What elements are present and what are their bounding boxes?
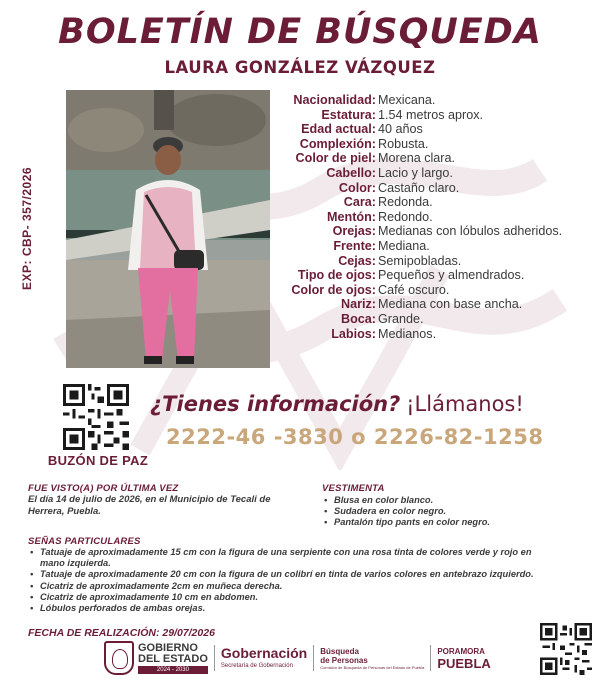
detail-value: Semipobladas. xyxy=(378,253,462,268)
footer-logos xyxy=(104,640,491,676)
detail-row xyxy=(276,122,600,137)
person-name: LAURA GONZÁLEZ VÁZQUEZ xyxy=(164,58,436,77)
detail-value: Castaño claro. xyxy=(378,180,460,195)
detail-row xyxy=(276,151,600,166)
photo-illustration xyxy=(66,90,270,368)
busqueda-personas-logo xyxy=(320,647,424,670)
detail-row xyxy=(276,239,600,254)
detail-label: Cara: xyxy=(343,195,376,210)
detail-label: Mentón: xyxy=(327,209,376,224)
last-seen-title: FUE VISTO(A) POR ÚLTIMA VEZ xyxy=(28,483,179,494)
detail-value: Mexicana. xyxy=(378,93,436,107)
list-item: • Sudadera en color negro. xyxy=(322,506,582,517)
bulletin-title: BOLETÍN DE BÚSQUEDA xyxy=(58,12,542,52)
detail-row xyxy=(276,166,600,181)
detail-row xyxy=(276,137,600,152)
last-seen-text: El día 14 de julio de 2026, en el Municipio de Tecali de Herrera, Puebla. xyxy=(28,494,271,517)
call-text: ¡Llámanos! xyxy=(406,392,524,416)
gobernacion-logo xyxy=(221,646,307,671)
logo-text: POR xyxy=(437,647,455,656)
creation-date: FECHA DE REALIZACIÓN: 29/07/2026 xyxy=(28,627,215,639)
detail-row xyxy=(276,297,600,312)
detail-value: Medianas con lóbulos adheridos. xyxy=(378,224,563,239)
list-item: • Pantalón tipo pants en color negro. xyxy=(322,517,582,528)
footer-qr-code[interactable] xyxy=(540,623,592,675)
detail-row xyxy=(276,268,600,283)
logo-text: A xyxy=(479,647,485,656)
detail-row xyxy=(276,210,600,225)
state-shield-icon xyxy=(104,641,134,675)
detail-value: Lacio y largo. xyxy=(378,165,453,180)
physical-description xyxy=(276,93,600,341)
logo-text: Comisión de Búsqueda de Personas del Estado de Puebla xyxy=(320,664,425,670)
divider xyxy=(430,645,431,671)
detail-value: Mediana con base ancha. xyxy=(378,297,523,312)
detail-value: Grande. xyxy=(378,311,424,326)
logo-text: Búsqueda xyxy=(320,646,359,656)
detail-value: Pequeños y almendrados. xyxy=(378,268,525,283)
detail-label: Edad actual: xyxy=(301,122,376,137)
list-item: • Cicatriz de aproximadamente 10 cm en abdomen. xyxy=(28,592,538,603)
logo-text: PUEBLA xyxy=(437,656,491,671)
detail-value: Medianos. xyxy=(378,326,437,341)
detail-value: 1.54 metros aprox. xyxy=(378,107,483,122)
list-item: • Cicatriz de aproximadamente 2cm en muñeca derecha. xyxy=(28,581,538,592)
detail-label: Cabello: xyxy=(326,165,376,180)
file-number: EXP: CBP- 357/2026 xyxy=(20,166,34,290)
detail-label: Complexión: xyxy=(299,136,376,151)
detail-label: Estatura: xyxy=(321,107,376,122)
person-photo xyxy=(66,90,270,368)
list-item: • Blusa en color blanco. xyxy=(322,495,582,506)
divider xyxy=(214,645,215,671)
logo-text: GOBIERNO xyxy=(138,641,198,654)
detail-row xyxy=(276,283,600,298)
divider xyxy=(313,645,314,671)
list-item: • Tatuaje de aproximadamente 15 cm con la figura de una serpiente con una rosa tinta de colores verde y rojo en mano izquierda. xyxy=(28,547,538,569)
logo-text: de Personas xyxy=(320,655,368,665)
detail-label: Nacionalidad: xyxy=(293,93,376,107)
detail-value: Robusta. xyxy=(378,136,429,151)
logo-text: DEL ESTADO xyxy=(138,652,208,665)
list-item: • Lóbulos perforados de ambas orejas. xyxy=(28,603,538,614)
detail-label: Color de piel: xyxy=(295,151,376,166)
detail-value: Morena clara. xyxy=(378,151,455,166)
detail-row xyxy=(276,327,600,342)
por-amor-a-puebla-logo xyxy=(437,646,490,670)
detail-label: Tipo de ojos: xyxy=(297,268,376,283)
logo-text: AMOR xyxy=(454,647,480,656)
buzon-label: BUZÓN DE PAZ xyxy=(47,453,149,468)
detail-row xyxy=(276,195,600,210)
detail-label: Orejas: xyxy=(332,224,376,239)
list-item: • Tatuaje de aproximadamente 20 cm con la figura de un colibrí en tinta de varios colores en antebrazo izquierdo. xyxy=(28,569,538,580)
detail-value: 40 años xyxy=(378,122,423,137)
detail-value: Redonda. xyxy=(378,195,433,210)
state-government-logo xyxy=(138,643,208,674)
phone-numbers[interactable]: 2222-46 -3830 o 2226-82-1258 xyxy=(166,425,544,449)
detail-row xyxy=(276,181,600,196)
detail-value: Redondo. xyxy=(378,209,433,224)
detail-label: Nariz: xyxy=(341,297,376,312)
logo-text: Secretaría de Gobernación xyxy=(220,662,293,669)
detail-value: Mediana. xyxy=(378,238,430,253)
detail-row xyxy=(276,254,600,269)
clothing-title: VESTIMENTA xyxy=(322,483,385,494)
buzon-qr-code[interactable] xyxy=(63,384,129,450)
detail-row xyxy=(276,93,600,108)
detail-value: Café oscuro. xyxy=(378,282,450,297)
logo-text: Gobernación xyxy=(220,644,308,661)
question-text: ¿Tienes información? xyxy=(150,392,401,416)
marks-title: SEÑAS PARTICULARES xyxy=(28,536,141,547)
info-prompt xyxy=(150,392,524,417)
detail-label: Labios: xyxy=(331,326,376,341)
detail-label: Cejas: xyxy=(338,253,376,268)
detail-label: Color de ojos: xyxy=(291,282,376,297)
clothing-list xyxy=(322,495,582,529)
detail-label: Frente: xyxy=(333,238,376,253)
detail-label: Color: xyxy=(338,180,376,195)
detail-row xyxy=(276,108,600,123)
marks-list xyxy=(28,547,538,614)
detail-row xyxy=(276,224,600,239)
logo-text: 2024 - 2030 xyxy=(138,666,208,674)
detail-row xyxy=(276,312,600,327)
detail-label: Boca: xyxy=(341,311,376,326)
